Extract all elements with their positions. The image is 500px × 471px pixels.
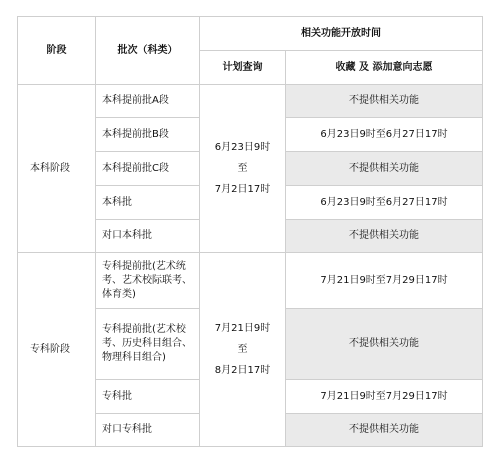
table-row [18, 85, 483, 118]
batch-cell [96, 220, 200, 253]
plan-to-word: 至 [237, 162, 248, 174]
batch-line: 专科提前批(艺术统 [102, 260, 186, 272]
favorite-cell: 不提供相关功能 [286, 85, 483, 118]
batch-line: 考、艺术校际联考、 [102, 274, 192, 286]
stage-cell: 本科阶段 [18, 85, 96, 253]
batch-line: 物理科目组合) [102, 352, 166, 363]
batch-cell [96, 118, 200, 152]
plan-to-word: 至 [237, 343, 248, 355]
stage-cell: 专科阶段 [18, 253, 96, 447]
batch-cell [96, 152, 200, 186]
batch-cell [96, 414, 200, 447]
batch-cell [96, 186, 200, 220]
batch-cell [96, 309, 200, 380]
batch-cell [96, 85, 200, 118]
batch-line: 专科批 [102, 390, 132, 402]
plan-from: 7月21日9时 [214, 322, 271, 334]
favorite-cell: 不提供相关功能 [286, 220, 483, 253]
favorite-cell: 7月21日9时至7月29日17时 [286, 380, 483, 414]
plan-query-cell [200, 85, 286, 253]
plan-from: 6月23日9时 [214, 141, 271, 153]
table-row [18, 253, 483, 309]
batch-cell [96, 380, 200, 414]
batch-line: 对口专科批 [102, 424, 152, 435]
header-function-time: 相关功能开放时间 [200, 17, 483, 51]
favorite-cell: 不提供相关功能 [286, 414, 483, 447]
batch-line: 专科提前批(艺术校 [102, 324, 186, 335]
schedule-table [17, 16, 483, 447]
batch-line: 对口本科批 [102, 230, 152, 241]
batch-line: 本科提前批B段 [102, 128, 169, 140]
favorite-cell: 不提供相关功能 [286, 152, 483, 186]
batch-cell [96, 253, 200, 309]
schedule-body [18, 85, 483, 447]
batch-line: 本科提前批C段 [102, 162, 169, 174]
header-plan-query: 计划查询 [200, 51, 286, 85]
batch-line: 本科批 [102, 196, 132, 208]
batch-line: 本科提前批A段 [102, 95, 169, 106]
favorite-cell: 不提供相关功能 [286, 309, 483, 380]
batch-line: 考、历史科目组合、 [102, 338, 192, 349]
header-batch: 批次（科类） [96, 17, 200, 85]
header-stage: 阶段 [18, 17, 96, 85]
batch-line: 体育类) [102, 288, 136, 300]
plan-query-cell [200, 253, 286, 447]
favorite-cell: 6月23日9时至6月27日17时 [286, 186, 483, 220]
header-favorite: 收藏 及 添加意向志愿 [286, 51, 483, 85]
plan-until: 7月2日17时 [214, 183, 271, 195]
schedule-table-container [17, 16, 482, 447]
plan-until: 8月2日17时 [214, 364, 271, 376]
favorite-cell: 6月23日9时至6月27日17时 [286, 118, 483, 152]
favorite-cell: 7月21日9时至7月29日17时 [286, 253, 483, 309]
